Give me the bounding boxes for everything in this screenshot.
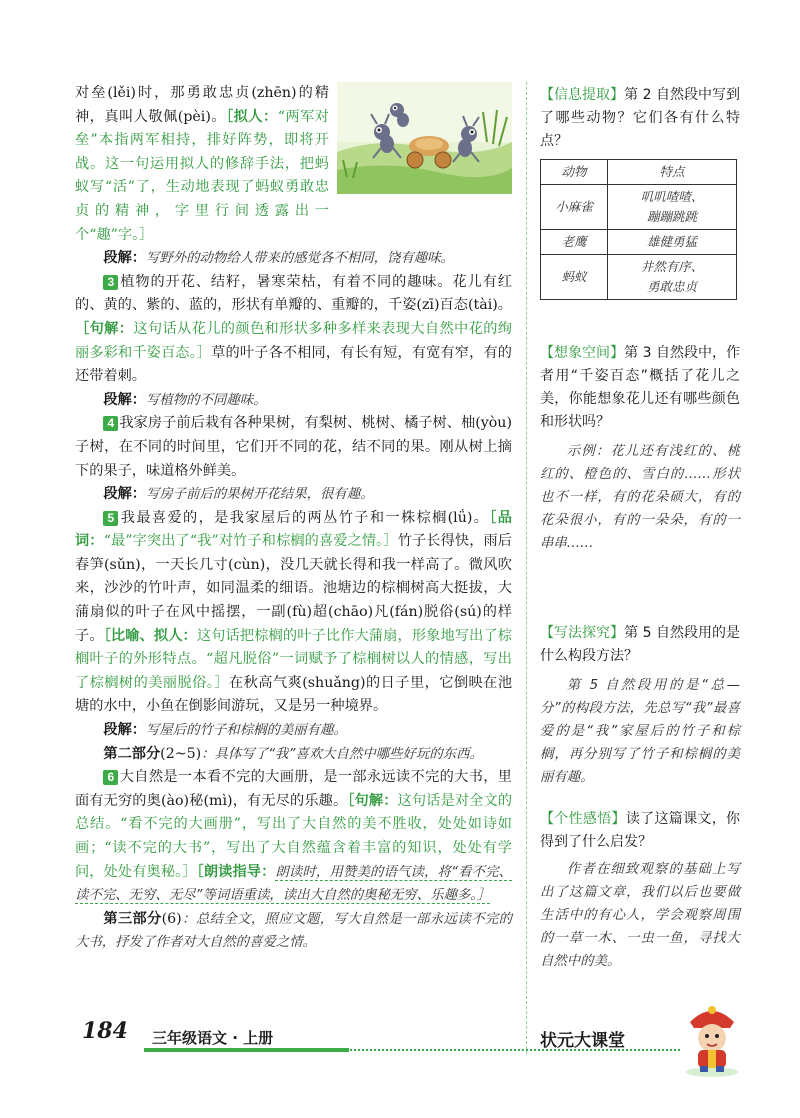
brand-title: 状元大课堂 — [540, 1031, 625, 1051]
animal-traits-table — [540, 159, 737, 300]
paragraph-4: 4 我家房子前后栽有各种果树，有梨树、桃树、橘子树、柚(yòu)子树，在不同的时间里，它们开不同的花，结不同的果。刚从树上摘下的果子，味道格外鲜美。 — [75, 415, 512, 479]
paragraph-analysis: 段解：写植物的不同趣味。 — [103, 391, 267, 408]
green-bar — [144, 1048, 349, 1052]
table-header: 特点 — [608, 160, 737, 185]
table-header: 动物 — [541, 160, 608, 185]
paragraph-2-end: 对垒(lěi)时，那勇敢忠贞(zhēn)的精神，真叫人敬佩(pèi)。［拟人：“两军对垒”本指两军相持，排好阵势，即将开战。这一句运用拟人的修辞手法，把蚂蚁写“活”了，生动地表现了蚂蚁勇敢忠贞的精神，字里行间透露出一个“趣”字。］ — [75, 82, 512, 247]
paragraph-number-badge: 6 — [103, 770, 118, 785]
sidebar-info-extraction: 【信息提取】第 2 自然段中写到了哪些动物？它们各有什么特点？ 动物 特点 小麻雀 叽叽喳喳、 蹦蹦跳跳 老鹰 雄健勇猛 蚂蚁 井然有序、 勇敢忠贞 — [540, 84, 740, 300]
part-3-summary: 第三部分(6)：总结全文，照应文题，写大自然是一部永远读不完的大书，抒发了作者对大自然的喜爱之情。 — [75, 910, 512, 951]
paragraph-5: 5 我最喜爱的，是我家屋后的两丛竹子和一株棕榈(lǘ)。［品词：“最”字突出了“我”对竹子和棕榈的喜爱之情。］竹子长得快，雨后春笋(sǔn)，一天长几寸(cùn)，没几天就长得和我一样高了。微风吹来，沙沙的竹叶声，如同温柔的细语。池塘边的棕榈树高大挺拔，大蒲扇似的叶子在风中摇摆，一副(fù)超(chāo)凡(fán)脱俗(sú)的样子。［比喻、拟人：这句话把棕榈的叶子比作大蒲扇，形象地写出了棕榈叶子的外形特点。“超凡脱俗”一词赋予了棕榈树以人的情感，写出了棕榈树的美丽脱俗。］在秋高气爽(shuǎng)的日子里，它倒映在池塘的水中，小鱼在倒影间游玩，又是另一种境界。 — [75, 509, 513, 715]
sidebar-writing-method: 【写法探究】第 5 自然段用的是什么构段方法？ 第 5 自然段用的是“总—分”的构段方法，先总写“我”最喜爱的是“我”家屋后的竹子和棕榈，再分别写了竹子和棕榈的美丽有趣。 — [540, 625, 741, 785]
table-row: 蚂蚁 井然有序、 勇敢忠贞 — [541, 255, 737, 300]
sidebar-imagination: 【想象空间】第 3 自然段中，作者用“千姿百态”概括了花儿之美，你能想象花儿还有哪些颜色和形状吗？ 示例：花儿还有浅红的、桃红的、橙色的、雪白的……形状也不一样，有的花朵硕大，有的花朵很小，有的一朵朵，有的一串串…… — [540, 345, 741, 551]
table-row: 小麻雀 叽叽喳喳、 蹦蹦跳跳 — [541, 185, 737, 230]
part-2-summary: 第二部分(2~5)：具体写了“我”喜欢大自然中哪些好玩的东西。 — [103, 745, 483, 762]
table-row: 老鹰 雄健勇猛 — [541, 230, 737, 255]
grade-label: 三年级语文 · 上册 — [152, 1029, 274, 1047]
sidebar-personal-insight: 【个性感悟】读了这篇课文，你得到了什么启发？ 作者在细致观察的基础上写出了这篇文章，我们以后也要做生活中的有心人，学会观察周围的一草一木、一虫一鱼，寻找大自然中的美。 — [540, 811, 741, 969]
paragraph-number-badge: 3 — [103, 275, 118, 290]
paragraph-3: 3 植物的开花、结籽，暑寒荣枯，有着不同的趣味。花儿有红的、黄的、紫的、蓝的，形状有单瓣的、重瓣的，千姿(zī)百态(tài)。［句解：这句话从花儿的颜色和形状多种多样来表现大自然中花的绚丽多彩和千姿百态。］草的叶子各不相同，有长有短，有宽有窄，有的还带着刺。 — [75, 273, 512, 385]
page-footer — [70, 1014, 760, 1074]
paragraph-analysis: 段解：写野外的动物给人带来的感觉各不相同，饶有趣味。 — [103, 250, 454, 267]
column-divider — [526, 82, 527, 1054]
ants-illustration — [337, 82, 512, 194]
paragraph-analysis: 段解：写屋后的竹子和棕榈的美丽有趣。 — [103, 722, 347, 739]
paragraph-6: 6 大自然是一本看不完的大画册，是一部永远读不完的大书，里面有无穷的奥(ào)秘(mì)，有无尽的乐趣。［句解：这句话是对全文的总结。“看不完的大画册”，写出了大自然的美不胜收，处处如诗如画；“读不完的大书”，写出了大自然蕴含着丰富的知识，处处有学问，处处有奥秘。］［朗读指导：朗读时，用赞美的语气读，将“看不完、读不完、无穷、无尽”等词语重读，读出大自然的奥秘无穷、乐趣多。］ — [75, 769, 513, 904]
paragraph-number-badge: 4 — [103, 416, 118, 431]
paragraph-analysis: 段解：写房子前后的果树开花结果，很有趣。 — [103, 486, 374, 503]
dotted-line — [350, 1049, 680, 1053]
main-text-column — [75, 82, 512, 955]
paragraph-number-badge: 5 — [103, 511, 118, 526]
mascot-illustration — [670, 1004, 755, 1079]
page-number: 184 — [82, 1018, 128, 1044]
